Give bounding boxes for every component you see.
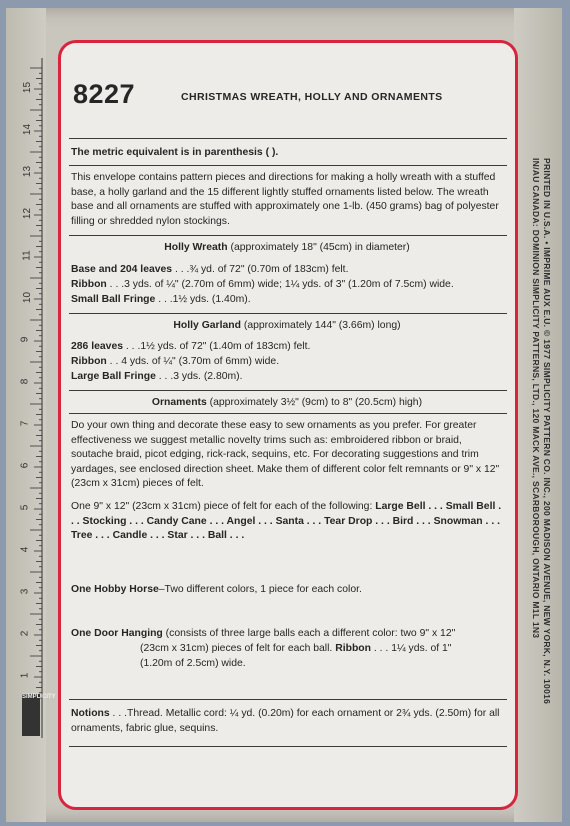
ruler-number: 8 — [19, 378, 31, 385]
ruler-number: 14 — [22, 123, 34, 136]
ruler-number: 11 — [21, 250, 33, 261]
door-hanging-line-3: (1.20m of 2.5cm) wide. — [140, 658, 246, 669]
wreath-line-1: Base and 204 leaves . . .¾ yd. of 72" (0.70m of 183cm) felt. — [71, 264, 349, 275]
printed-line-2: IN/AU CANADA: DOMINION SIMPLICITY PATTERNS, LTD., 120 MACK AVE., SCARBOROUGH, ONTARIO M1L 1N3 — [531, 158, 541, 639]
ruler-number: 13 — [22, 165, 34, 178]
intro-paragraph: This envelope contains pattern pieces and directions for making a holly wreath with a stuffed base, a holly garland and the 15 different lightly stuffed ornaments listed below. The wreath base and all ornaments are stuffed with approximately one 1-lb. (450 grams) bag of polyester filling or shredded nylon stockings. — [71, 172, 499, 227]
wreath-line-3: Small Ball Fringe . . .1½ yds. (1.40m). — [71, 294, 251, 305]
info-panel — [58, 40, 518, 810]
ruler-number: 3 — [19, 588, 31, 595]
ornaments-list: One 9" x 12" (23cm x 31cm) piece of felt for each of the following: Large Bell . . . Small Bell . . . Stocking . . . Candy Cane . . . Angel . . . Santa . . . Tear Drop . . . Bird . . . Snowman . . . Tree . . . Candle . . . Star . . . Ball . . . — [71, 501, 502, 541]
divider — [69, 746, 507, 747]
ruler-number: 10 — [22, 291, 34, 304]
ruler-number: 1 — [19, 672, 31, 679]
wreath-line-2: Ribbon . . .3 yds. of ¼" (2.70m of 6mm) wide; 1¼ yds. of 3" (1.20m of 7.5cm) wide. — [71, 279, 454, 290]
garland-line-1: 286 leaves . . .1½ yds. of 72" (1.40m of 183cm) felt. — [71, 341, 311, 352]
divider — [69, 165, 507, 166]
pattern-title: CHRISTMAS WREATH, HOLLY AND ORNAMENTS — [181, 91, 443, 103]
printed-info — [528, 158, 552, 705]
ruler-number: 12 — [22, 207, 34, 220]
garland-line-3: Large Ball Fringe . . .3 yds. (2.80m). — [71, 371, 243, 382]
door-hanging-line-1: One Door Hanging (consists of three large balls each a different color: two 9" x 12" — [71, 628, 456, 639]
inch-ruler — [20, 58, 44, 738]
header — [71, 73, 505, 123]
divider — [69, 235, 507, 236]
ornaments-heading: Ornaments (approximately 3½" (9cm) to 8" (20.5cm) high) — [151, 397, 423, 408]
ornaments-paragraph: Do your own thing and decorate these easy to sew ornaments as you prefer. For greater effectiveness we suggest metallic novelty trims such as: embroidered ribbon or braid, soutache braid, picot edging, rick-rack, sequins, etc. For decorating suggestions and trim yardages, see enclosed direction sheet. Make them of different color felt remnants or 9" x 12" (23cm x 31cm) pieces of felt. — [71, 420, 500, 489]
divider — [69, 699, 507, 700]
divider — [69, 413, 507, 414]
hobby-horse-line: One Hobby Horse–Two different colors, 1 piece for each color. — [71, 584, 362, 595]
printed-line-1: PRINTED IN U.S.A. • IMPRIME AUX E.U. © 1977 SIMPLICITY PATTERN CO. INC., 200 MADISON AVENUE, NEW YORK, N.Y. 10016 — [542, 158, 552, 705]
divider — [69, 138, 507, 139]
ruler-number: 6 — [19, 462, 31, 469]
ruler-number: 5 — [19, 504, 31, 511]
garland-heading: Holly Garland (approximately 144" (3.66m) long) — [173, 320, 401, 331]
ruler-logo: SIMPLICITY — [22, 694, 40, 736]
garland-line-2: Ribbon . . 4 yds. of ¼" (3.70m of 6mm) wide. — [71, 356, 280, 367]
ruler-number: 7 — [19, 420, 31, 427]
metric-note: The metric equivalent is in parenthesis ( ). — [71, 147, 279, 158]
ruler-number: 9 — [19, 336, 31, 343]
ruler-number: 2 — [19, 630, 31, 637]
wreath-heading: Holly Wreath (approximately 18" (45cm) in diameter) — [164, 242, 410, 253]
ruler-number: 15 — [22, 81, 34, 94]
pattern-number: 8227 — [73, 79, 136, 109]
divider — [69, 390, 507, 391]
divider — [69, 313, 507, 314]
notions: Notions . . .Thread. Metallic cord: ¼ yd. (0.20m) for each ornament or 2¾ yds. (2.50m) for all ornaments, fabric glue, sequins. — [71, 708, 500, 734]
door-hanging-line-2: (23cm x 31cm) pieces of felt for each ball. Ribbon . . . 1¼ yds. of 1" — [140, 643, 452, 654]
ruler-number: 4 — [19, 546, 31, 553]
